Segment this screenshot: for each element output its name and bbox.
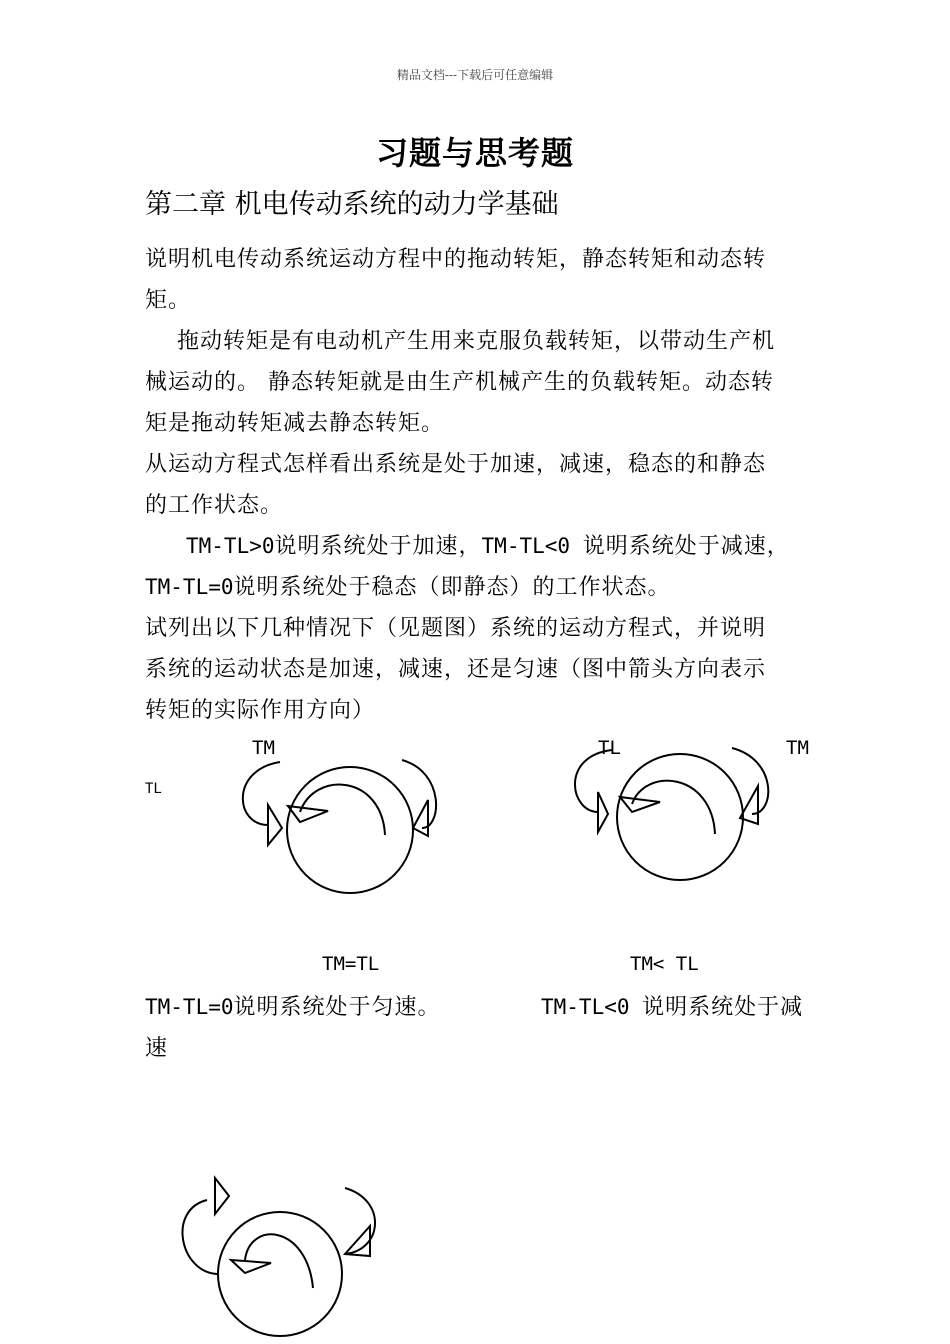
figure-2-diagram xyxy=(560,742,785,887)
figure-1-diagram xyxy=(230,750,450,895)
question-3-line-3: 转矩的实际作用方向） xyxy=(145,698,376,723)
figure-2-answer-wrap: 速 xyxy=(145,1036,169,1061)
answer-2-line-2 xyxy=(145,570,671,601)
question-2-line-2: 的工作状态。 xyxy=(145,493,284,518)
figure-1-answer-text: 说明系统处于匀速。 xyxy=(233,995,441,1020)
question-2-line-1: 从运动方程式怎样看出系统是处于加速，减速，稳态的和静态 xyxy=(145,452,767,477)
figure-1-caption: TM=TL xyxy=(322,953,380,975)
equation-steady: TM-TL=0 xyxy=(145,575,234,599)
page-watermark: 精品文档---下载后可任意编辑 xyxy=(396,68,554,82)
figure-2-answer xyxy=(541,990,803,1021)
answer-2-line-1 xyxy=(186,529,790,560)
figure-1-tm-label: TM xyxy=(252,737,275,759)
question-3-line-1: 试列出以下几种情况下（见题图）系统的运动方程式，并说明 xyxy=(145,616,767,641)
figure-2-tm-label: TM xyxy=(786,737,809,759)
question-1-line-1: 说明机电传动系统运动方程中的拖动转矩，静态转矩和动态转 xyxy=(145,247,767,272)
figure-1-answer xyxy=(145,990,441,1021)
figure-2-tl-label: TL xyxy=(598,737,621,759)
figure-2-answer-text: 说明系统处于减 xyxy=(642,995,804,1020)
answer-1-line-3: 矩是拖动转矩减去静态转矩。 xyxy=(145,411,445,436)
figure-2-answer-equation: TM-TL<0 xyxy=(541,995,643,1019)
equation-decel: TM-TL<0 xyxy=(481,534,583,558)
equation-accel: TM-TL>0 xyxy=(186,534,275,558)
page-title: 习题与思考题 xyxy=(375,134,574,172)
answer-2-decel-text: 说明系统处于减速， xyxy=(582,534,790,559)
answer-1-line-1: 拖动转矩是有电动机产生用来克服负载转矩，以带动生产机 xyxy=(145,329,775,354)
figure-1-tl-label: TL xyxy=(145,781,162,797)
figure-3-diagram xyxy=(175,1170,395,1340)
answer-1-line-2: 械运动的。 静态转矩就是由生产机械产生的负载转矩。动态转 xyxy=(145,370,774,395)
answer-2-steady-text: 说明系统处于稳态（即静态）的工作状态。 xyxy=(233,575,671,600)
question-1-line-2: 矩。 xyxy=(145,288,192,313)
figure-2-caption: TM< TL xyxy=(630,953,699,975)
question-3-line-2: 系统的运动状态是加速，减速，还是匀速（图中箭头方向表示 xyxy=(145,657,767,682)
figure-1-answer-equation: TM-TL=0 xyxy=(145,995,234,1019)
chapter-heading: 第二章 机电传动系统的动力学基础 xyxy=(145,189,559,220)
answer-2-accel-text: 说明系统处于加速， xyxy=(274,534,482,559)
